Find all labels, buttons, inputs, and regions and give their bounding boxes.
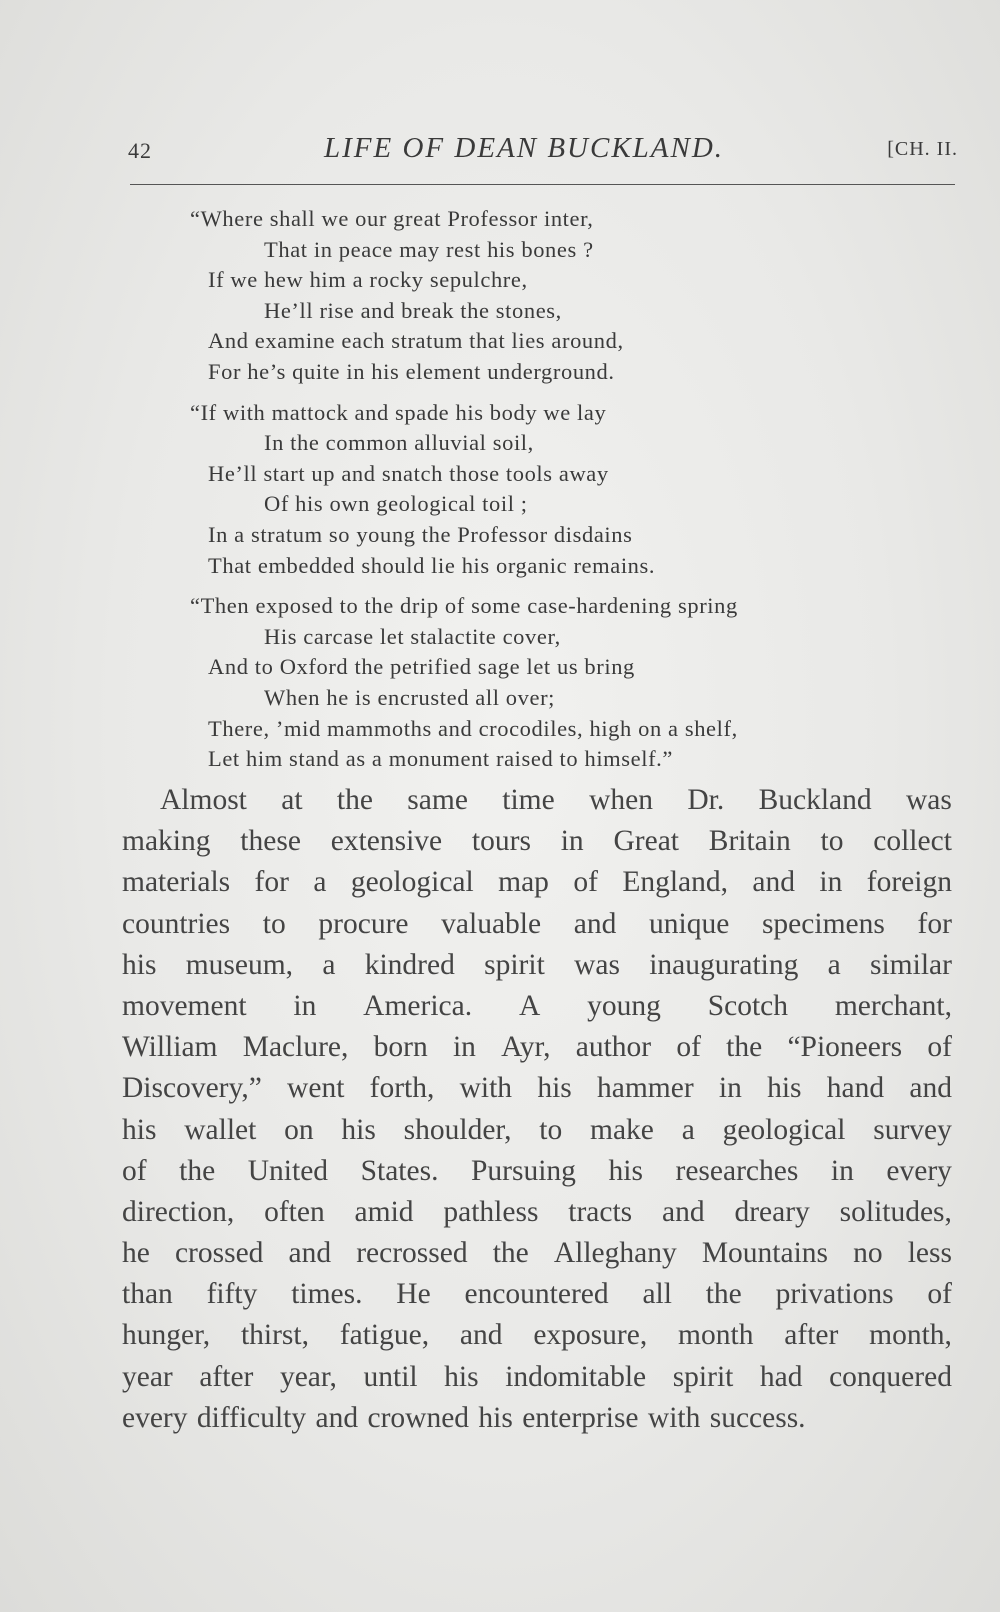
verse-line: In a stratum so young the Professor disdains xyxy=(208,521,633,547)
verse-line: For he’s quite in his element underground. xyxy=(208,358,615,384)
prose-paragraph xyxy=(122,780,952,1439)
prose-line: countries to procure valuable and unique specimens for xyxy=(122,907,952,940)
prose-line: than fifty times. He encountered all the privations of xyxy=(122,1278,952,1311)
verse-line: And to Oxford the petrified sage let us bring xyxy=(208,654,635,680)
poem-stanza xyxy=(0,204,1000,388)
verse-line: He’ll start up and snatch those tools away xyxy=(208,460,609,486)
prose-line: every difficulty and crowned his enterprise with success. xyxy=(122,1401,806,1434)
chapter-reference: [CH. II. xyxy=(887,138,958,160)
poem-stanza xyxy=(0,398,1000,582)
prose-line: of the United States. Pursuing his researches in every xyxy=(122,1154,952,1187)
verse-line: Let him stand as a monument raised to himself.” xyxy=(208,746,673,772)
verse-line: In the common alluvial soil, xyxy=(264,430,534,456)
prose-line: his wallet on his shoulder, to make a geological survey xyxy=(122,1113,952,1146)
prose-line: William Maclure, born in Ayr, author of the “Pioneers of xyxy=(122,1031,952,1064)
verse-line: There, ’mid mammoths and crocodiles, high on a shelf, xyxy=(208,715,738,741)
verse-line: That embedded should lie his organic remains. xyxy=(208,552,656,578)
page-header xyxy=(128,132,958,172)
poem xyxy=(0,204,1000,785)
poem-stanza xyxy=(0,591,1000,775)
verse-line: “If with mattock and spade his body we lay xyxy=(190,399,607,425)
prose-line: making these extensive tours in Great Britain to collect xyxy=(122,825,952,858)
prose-line: Almost at the same time when Dr. Buckland was xyxy=(160,784,952,816)
verse-line: And examine each stratum that lies around, xyxy=(208,328,624,354)
verse-line: “Where shall we our great Professor inter, xyxy=(190,206,594,231)
header-rule xyxy=(130,184,955,185)
verse-line: When he is encrusted all over; xyxy=(264,684,556,710)
verse-line: Of his own geological toil ; xyxy=(264,491,528,517)
prose-line: year after year, until his indomitable spirit had conquered xyxy=(122,1360,952,1393)
prose-line: hunger, thirst, fatigue, and exposure, month after month, xyxy=(122,1319,952,1352)
running-title: LIFE OF DEAN BUCKLAND. xyxy=(324,132,725,164)
verse-line: “Then exposed to the drip of some case-hardening spring xyxy=(190,593,738,619)
page-number: 42 xyxy=(128,138,152,163)
verse-line: His carcase let stalactite cover, xyxy=(264,623,561,649)
prose-line: Discovery,” went forth, with his hammer in his hand and xyxy=(122,1072,952,1105)
prose-line: movement in America. A young Scotch merchant, xyxy=(122,989,952,1022)
verse-line: If we hew him a rocky sepulchre, xyxy=(208,267,528,293)
prose-line: he crossed and recrossed the Alleghany Mountains no less xyxy=(122,1237,952,1270)
prose-line: his museum, a kindred spirit was inaugurating a similar xyxy=(122,948,952,981)
prose-line: direction, often amid pathless tracts and dreary solitudes, xyxy=(122,1195,952,1228)
verse-line: That in peace may rest his bones ? xyxy=(264,236,594,262)
verse-line: He’ll rise and break the stones, xyxy=(264,297,562,323)
prose-line: materials for a geological map of England, and in foreign xyxy=(122,866,952,899)
